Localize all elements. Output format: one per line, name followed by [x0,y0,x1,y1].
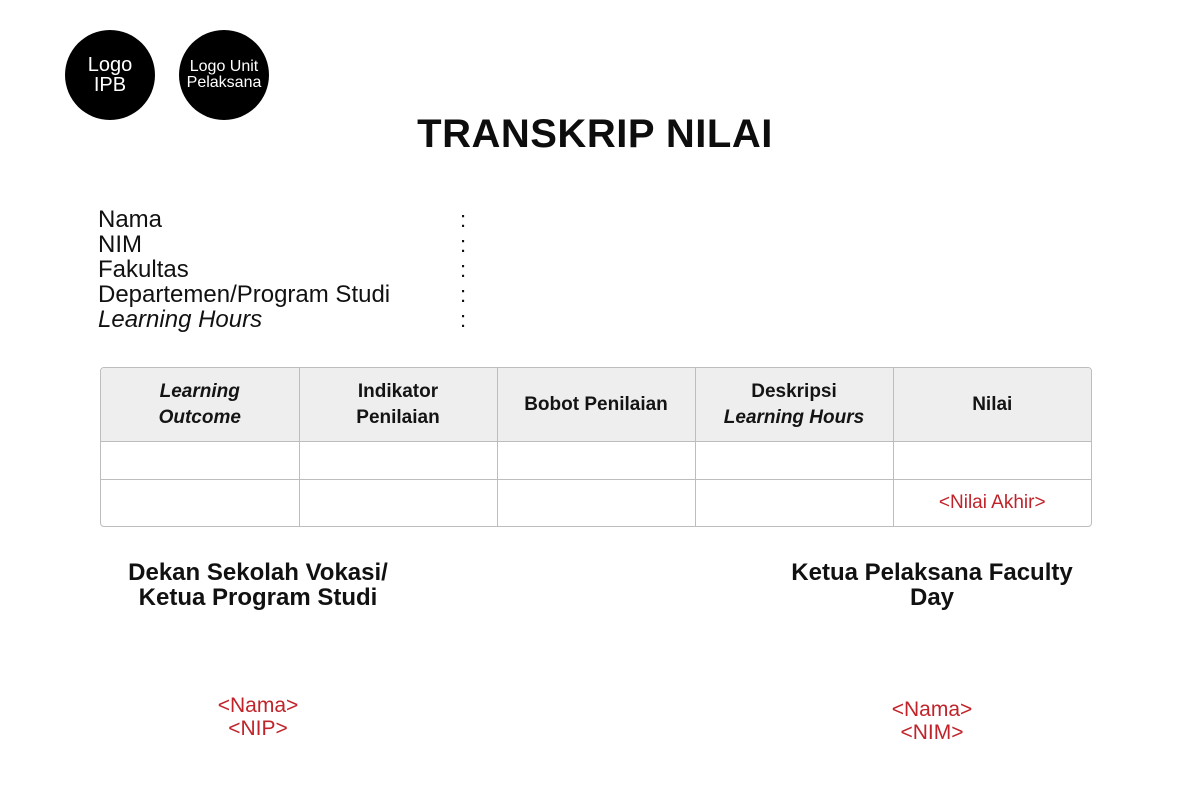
logo-unit-line2: Pelaksana [186,74,262,91]
table-cell [299,480,497,527]
signature-right-placeholder [832,698,1032,744]
table-cell [101,442,299,480]
signature-left-placeholder [158,694,358,740]
info-colon: : [460,231,467,257]
nilai-akhir-placeholder: <Nilai Akhir> [938,492,1046,513]
logo-unit-pelaksana [179,30,269,120]
info-row-fakultas [98,257,480,282]
table-cell [893,442,1091,480]
table-cell [299,442,497,480]
header-line: Learning Hours [723,406,865,428]
info-row-learning-hours [98,307,480,332]
header-line: Outcome [158,406,241,428]
grades-table-grid [101,368,1091,526]
table-cell [695,442,893,480]
logo-ipb [65,30,155,120]
header-bobot-penilaian [497,368,695,442]
header-line: Indikator [357,380,439,402]
logo-ipb-line2: IPB [93,74,127,96]
table-cell [497,480,695,527]
header-line: Learning [159,380,240,402]
info-row-departemen [98,282,480,307]
table-row-final [101,480,1091,527]
info-label: Departemen/Program Studi [98,280,391,308]
logo-ipb-line1: Logo [87,54,133,76]
table-cell [101,480,299,527]
header-line: Deskripsi [751,380,837,402]
header-nilai [893,368,1091,442]
signature-title-line: Day [909,584,955,612]
info-colon: : [460,256,467,282]
info-colon: : [460,306,467,332]
table-cell [497,442,695,480]
table-header-row [101,368,1091,442]
table-cell [695,480,893,527]
signature-nim-placeholder: <NIM> [900,721,964,745]
header-learning-outcome [101,368,299,442]
header-line: Bobot Penilaian [524,393,668,415]
grades-table [100,367,1092,527]
info-label: NIM [98,230,142,258]
table-row [101,442,1091,480]
logo-unit-line1: Logo Unit [189,58,259,75]
page-title: TRANSKRIP NILAI [417,112,773,156]
header-line: Nilai [972,393,1013,415]
signature-nip-placeholder: <NIP> [228,717,288,741]
signature-name-placeholder: <Nama> [217,694,299,717]
header-deskripsi-learning-hours [695,368,893,442]
info-label: Nama [98,205,163,233]
signature-name-placeholder: <Nama> [891,698,973,721]
info-row-nama [98,207,480,232]
signature-right-title [772,560,1092,610]
signature-title-line: Ketua Pelaksana Faculty [791,559,1073,586]
info-row-nim [98,232,480,257]
signature-title-line: Dekan Sekolah Vokasi/ [128,559,388,586]
info-colon: : [460,281,467,307]
header-indikator-penilaian [299,368,497,442]
info-label: Learning Hours [98,305,263,333]
info-label: Fakultas [98,255,189,283]
signature-left-title [98,560,418,610]
info-colon: : [460,206,467,232]
signature-title-line: Ketua Program Studi [138,584,378,612]
student-info [98,207,480,332]
header-line: Penilaian [356,406,440,428]
